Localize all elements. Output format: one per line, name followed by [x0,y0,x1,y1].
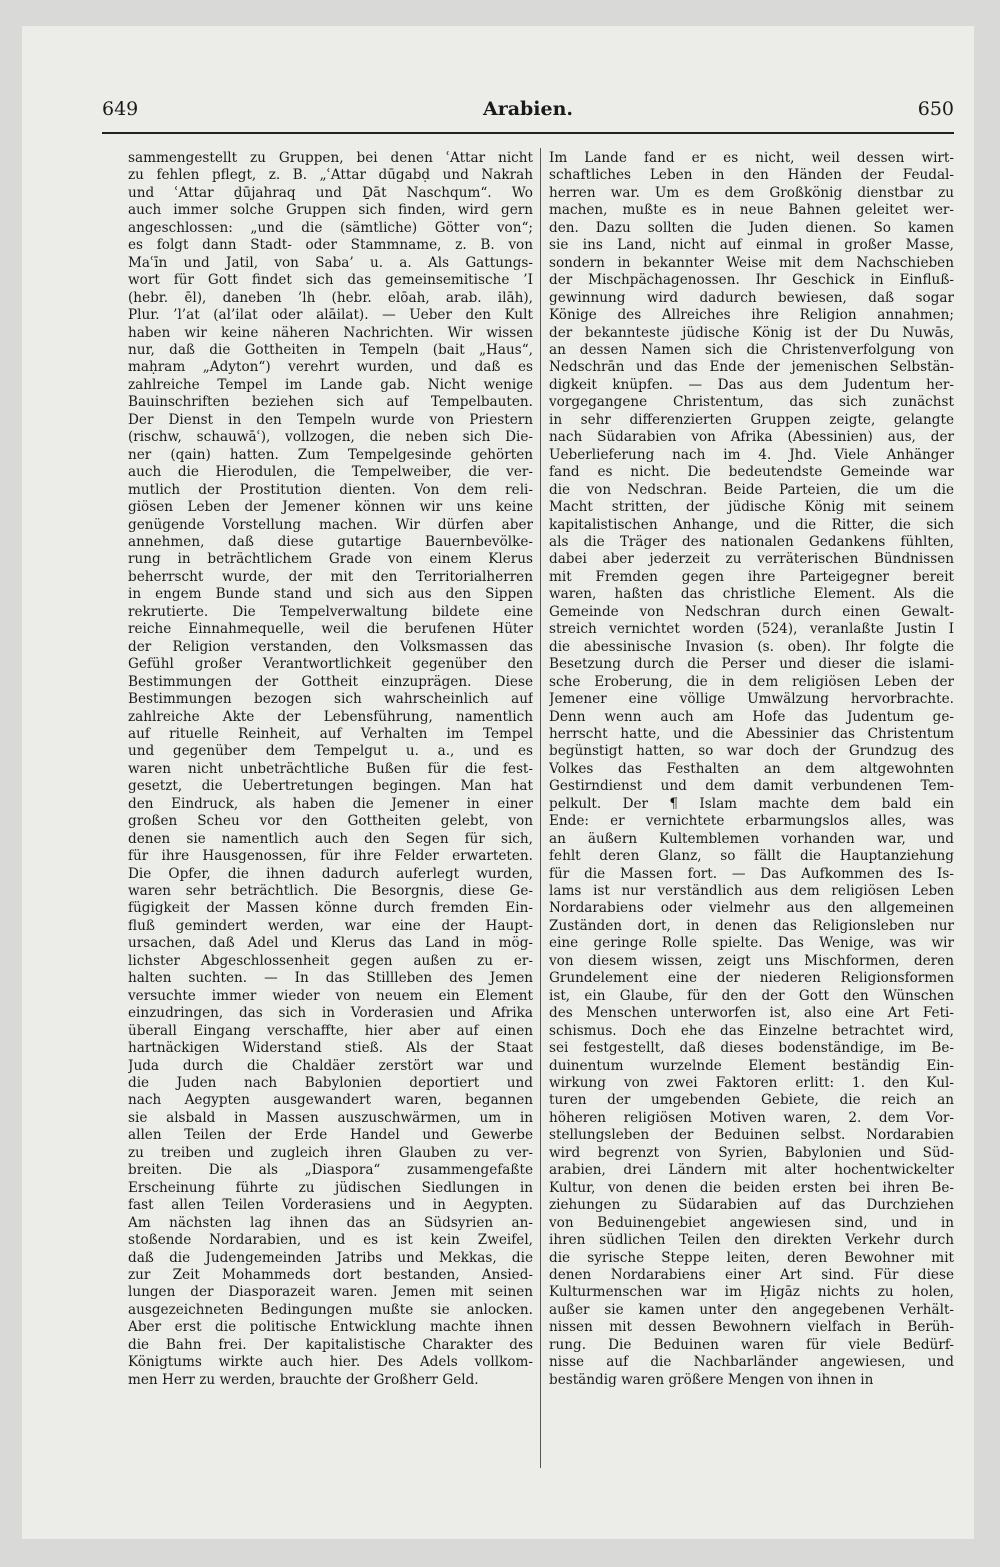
text-line: ursachen, daß Adel und Klerus das Land in mög- [128,935,533,952]
text-line: zahlreiche Tempel im Lande gab. Nicht wenige [128,376,533,393]
text-line: nisse auf die Nachbarländer angewiesen, und [549,1354,954,1371]
text-line: zahlreiche Akte der Lebensführung, namentlich [128,708,533,725]
text-line: breiten. Die als „Diaspora“ zusammengefaßte [128,1162,533,1179]
text-line: Gefühl großer Verantwortlichkeit gegenüber den [128,656,533,673]
text-line: wirkung von zwei Faktoren erlitt: 1. den Kul- [549,1075,954,1092]
text-line: in sehr differenzierten Gruppen zeigte, gelangte [549,411,954,428]
text-line: fügigkeit der Massen könne durch fremden Ein- [128,900,533,917]
text-line: die syrische Steppe leiten, deren Bewohner mit [549,1249,954,1266]
text-line: auch immer solche Gruppen sich finden, wird gern [128,202,533,219]
text-line: und gegenüber dem Tempelgut u. a., und es [128,743,533,760]
text-line: kapitalistischen Anhange, und die Ritter, die sich [549,516,954,533]
text-line: beständig waren größere Mengen von ihnen in [549,1371,874,1388]
text-line: fehlt deren Glanz, so fällt die Hauptanziehung [549,848,954,865]
text-line: Denn wenn auch am Hofe das Judentum ge- [549,708,954,725]
text-line: nissen mit dessen Bewohnern vielfach in Berüh- [549,1319,954,1336]
text-line: von Beduinengebiet angewiesen sind, und in [549,1214,954,1231]
text-line: an äußern Kultemblemen vorhanden war, und [549,830,954,847]
text-line: herrscht hatte, und die Abessinier das Christentum [549,725,954,742]
text-line: wird begrenzt von Syrien, Babylonien und Süd- [549,1144,954,1161]
text-line: schaftliches Leben in den Händen der Feudal- [549,167,954,184]
text-line: sondern in bekannter Weise mit dem Nachschieben [549,254,954,271]
text-line: Im Lande fand er es nicht, weil dessen wirt- [549,150,954,166]
text-line: Aber erst die politische Entwicklung machte ihnen [128,1319,533,1336]
text-line: genügende Vorstellung machen. Wir dürfen aber [128,516,533,533]
text-line: Besetzung durch die Perser und dieser die islami- [549,656,954,673]
text-line: Gestirndienst und dem damit verbundenen Tem- [549,778,954,795]
text-line: lams ist nur verständlich aus dem religiösen Leben [549,883,954,900]
text-line: überall Eingang verschaffte, hier aber auf einen [128,1022,533,1039]
text-line: auch die Hierodulen, die Tempelweiber, die ver- [128,464,533,481]
text-line: turen der umgebenden Gebiete, die reich an [549,1092,954,1109]
text-line: die Juden nach Babylonien deportiert und [128,1075,533,1092]
text-line: Kulturmenschen war im Ḥigāz nichts zu holen, [549,1284,954,1301]
text-line: gesetzt, die Uebertretungen begingen. Man hat [128,778,533,795]
text-line: giösen Leben der Jemener können wir uns keine [128,499,533,516]
text-line: Grundelement eine der niederen Religionsformen [549,970,954,987]
text-line: haben wir keine näheren Nachrichten. Wir wissen [128,324,533,341]
text-line: die von Nedschran. Beide Parteien, die um die [549,481,954,498]
text-line: an dessen Namen sich die Christenverfolgung von [549,341,954,358]
text-line: machen, mußte es in neue Bahnen geleitet wer- [549,202,954,219]
text-line: fand es nicht. Die bedeutendste Gemeinde war [549,464,954,481]
right-column [549,150,954,1389]
text-line: Volkes das Festhalten an dem altgewohnten [549,760,954,777]
text-line: Nedschrān und das Ende der jemenischen Selbstän- [549,359,954,376]
text-line: Bestimmungen bezogen sich wahrscheinlich auf [128,691,533,708]
text-line: Plur. ’l’at (al’ilat oder alāilat). — Ueber den Kult [128,307,533,324]
text-line: lichster Abgeschlossenheit gegen außen zu er- [128,952,533,969]
column-divider [540,148,541,1468]
text-line: men Herr zu werden, brauchte der Großherr Geld. [128,1371,479,1388]
text-line: nur, daß die Gottheiten in Tempeln (bait „Haus“, [128,341,533,358]
text-line: maḥram „Adyton“) verehrt wurden, und daß es [128,359,533,376]
text-line: waren sehr beträchtlich. Die Besorgnis, diese Ge- [128,883,533,900]
text-line: sammengestellt zu Gruppen, bei denen ʿAttar nicht [128,150,533,166]
text-line: schismus. Doch ehe das Einzelne betrachtet wird, [549,1022,954,1039]
text-line: waren nicht unbeträchtliche Bußen für die fest- [128,760,533,777]
text-line: fast allen Teilen Vorderasiens und in Aegypten. [128,1197,533,1214]
text-line: der Mischpächagenossen. Ihr Geschick in Einfluß- [549,272,954,289]
text-line: nach Aegypten ausgewandert waren, begannen [128,1092,533,1109]
text-line: rung. Die Beduinen waren für viele Bedürf- [549,1336,954,1353]
text-line: Bestimmungen der Gottheit einzuprägen. Diese [128,673,533,690]
text-line: der Religion verstanden, den Volksmassen das [128,638,533,655]
text-line: zur Zeit Mohammeds dort bestanden, Ansied- [128,1267,533,1283]
text-line: als die Träger des nationalen Gedankens fühlten, [549,533,954,550]
running-title: Arabien. [482,98,574,120]
text-line: für ihre Hausgenossen, für ihre Felder erwarteten. [128,848,533,865]
text-line: fluß gemindert werden, war eine der Haupt- [128,917,533,934]
text-line: stellungsleben der Beduinen selbst. Nordarabien [549,1127,954,1144]
text-line: Königtums wirkte auch hier. Des Adels vollkom- [128,1354,533,1371]
text-line: Am nächsten lag ihnen das an Südsyrien an- [128,1214,533,1231]
text-line: sche Eroberung, die in dem religiösen Leben der [549,673,954,690]
text-line: herren war. Um es dem Großkönig dienstbar zu [549,184,954,201]
text-line: stoßende Nordarabien, und es ist kein Zweifel, [128,1232,533,1249]
text-line: zu fehlen pflegt, z. B. „ʿAttar dūgabḍ und Nakrah [128,167,533,184]
text-line: mit Fremden gegen ihre Parteigegner bereit [549,568,954,585]
text-line: ziehungen zu Südarabien auf das Durchziehen [549,1197,954,1214]
text-line: waren, haßten das christliche Element. Als die [549,586,954,603]
text-line: Könige des Allreiches ihre Religion annahmen; [549,307,954,324]
text-line: allen Teilen der Erde Handel und Gewerbe [128,1127,533,1144]
text-line: Macht stritten, der jüdische König mit seinem [549,499,954,516]
text-line: digkeit knüpfen. — Das aus dem Judentum her- [549,376,954,393]
text-line: pelkult. Der ¶ Islam machte dem bald ein [549,795,954,812]
text-line: den Eindruck, als haben die Jemener in einer [128,795,533,812]
text-line: von diesem wissen, zeigt uns Mischformen, deren [549,952,954,969]
text-line: Ueberlieferung nach im 4. Jhd. Viele Anhänger [549,446,954,463]
text-line: dabei aber jederzeit zu verräterischen Bündnissen [549,551,954,568]
text-line: beherrscht wurde, der mit den Territorialherren [128,568,533,585]
text-line: begünstigt hatten, so war doch der Grundzug des [549,743,954,760]
text-line: vorgegangene Christentum, das sich zunächst [549,394,954,411]
text-line: Die Opfer, die ihnen dadurch auferlegt wurden, [128,865,533,882]
text-line: den. Dazu sollten die Juden dienen. So kamen [549,219,954,236]
text-line: denen sie namentlich auch den Segen für sich, [128,830,533,847]
text-line: lungen der Diasporazeit waren. Jemen mit seinen [128,1284,533,1301]
text-line: Erscheinung führte zu jüdischen Siedlungen in [128,1179,533,1196]
text-line: des Menschen unterworfen ist, also eine Art Feti- [549,1005,954,1022]
text-line: Bauinschriften beziehen sich auf Tempelbauten. [128,394,533,411]
text-line: die Bahn frei. Der kapitalistische Charakter des [128,1336,533,1353]
text-line: nach Südarabien von Afrika (Abessinien) aus, der [549,429,954,446]
text-line: ner (qain) hatten. Zum Tempelgesinde gehörten [128,446,533,463]
page-number-left: 649 [102,98,139,120]
text-line: auf rituelle Reinheit, auf Verhalten im Tempel [128,725,533,742]
page-number-right: 650 [917,98,954,120]
text-line: Kultur, von denen die beiden ersten bei ihren Be- [549,1179,954,1196]
text-line: höheren religiösen Motiven waren, 2. dem Vor- [549,1109,954,1126]
text-line: angeschlossen: „und die (sämtliche) Götter von“; [128,219,533,236]
text-line: denen Nordarabiens einer Art sind. Für diese [549,1267,954,1283]
text-line: (hebr. ēl), daneben ’lh (hebr. elōah, arab. ilāh), [128,289,533,306]
text-line: ausgezeichneten Bedingungen mußte sie anlocken. [128,1301,533,1318]
text-line: rekrutierte. Die Tempelverwaltung bildete eine [128,603,533,620]
text-line: versuchte immer wieder von neuem ein Element [128,987,533,1004]
text-line: arabien, drei Ländern mit alter hochentwickelter [549,1162,954,1179]
text-line: sie alsbald in Massen auszuschwärmen, um in [128,1109,533,1126]
header-rule [102,132,954,134]
text-line: ist, ein Glaube, für den der Gott den Wünschen [549,987,954,1004]
text-line: Ende: er vernichtete erbarmungslos alles, was [549,813,954,830]
text-line: es folgt dann Stadt- oder Stammname, z. B. von [128,237,533,254]
text-line: Juda durch die Chaldäer zerstört war und [128,1057,533,1074]
text-line: großen Scheu vor den Gottheiten gelebt, von [128,813,533,830]
text-line: die abessinische Invasion (s. oben). Ihr folgte die [549,638,954,655]
text-line: Maʿīn und Jatil, von Saba’ u. a. Als Gattungs- [128,254,533,271]
text-line: ihren südlichen Teilen den direkten Verkehr durch [549,1232,954,1249]
text-line: sei festgestellt, daß dieses bodenständige, im Be- [549,1040,954,1057]
text-line: und ʿAttar ḏūjahraq und Ḏāt Naschqum“. Wo [128,184,533,201]
page-header [102,88,954,128]
text-line: streich vernichtet worden (524), veranlaßte Justin I [549,621,954,638]
text-line: Der Dienst in den Tempeln wurde von Priestern [128,411,533,428]
text-line: daß die Judengemeinden Jatribs und Mekkas, die [128,1249,533,1266]
left-column [128,150,533,1389]
text-line: einzudringen, das sich in Vorderasien und Afrika [128,1005,533,1022]
book-page [22,26,974,1539]
text-line: Zuständen dort, in denen das Religionsleben nur [549,917,954,934]
text-line: eine geringe Rolle spielte. Das Wenige, was wir [549,935,954,952]
text-line: annehmen, daß diese gutartige Bauernbevölke- [128,533,533,550]
text-line: Nordarabiens oder vielmehr aus den allgemeinen [549,900,954,917]
text-line: rung in beträchtlichem Grade von einem Klerus [128,551,533,568]
text-line: wort für Gott findet sich das gemeinsemitische ’I [128,272,533,289]
text-line: Jemener eine völlige Umwälzung hervorbrachte. [549,691,954,708]
text-line: (rischw, schauwāʿ), vollzogen, die neben sich Die- [128,429,533,446]
text-line: hartnäckigen Widerstand stieß. Als der Staat [128,1040,533,1057]
text-line: reiche Einnahmequelle, weil die berufenen Hüter [128,621,533,638]
text-line: für die Massen fort. — Das Aufkommen des Is- [549,865,954,882]
text-line: halten suchten. — In das Stillleben des Jemen [128,970,533,987]
text-line: duinentum wurzelnde Element beständig Ein- [549,1057,954,1074]
text-line: außer sie kamen unter den angegebenen Verhält- [549,1301,954,1318]
text-line: mutlich der Prostitution dienten. Von dem reli- [128,481,533,498]
text-line: Gemeinde von Nedschran durch einen Gewalt- [549,603,954,620]
text-line: gewinnung wird dadurch bewiesen, daß sogar [549,289,954,306]
text-line: der bekannteste jüdische König ist der Du Nuwās, [549,324,954,341]
text-line: in engem Bunde stand und sich aus den Sippen [128,586,533,603]
text-line: zu treiben und zugleich ihren Glauben zu ver- [128,1144,533,1161]
text-line: sie ins Land, nicht auf einmal in großer Masse, [549,237,954,254]
